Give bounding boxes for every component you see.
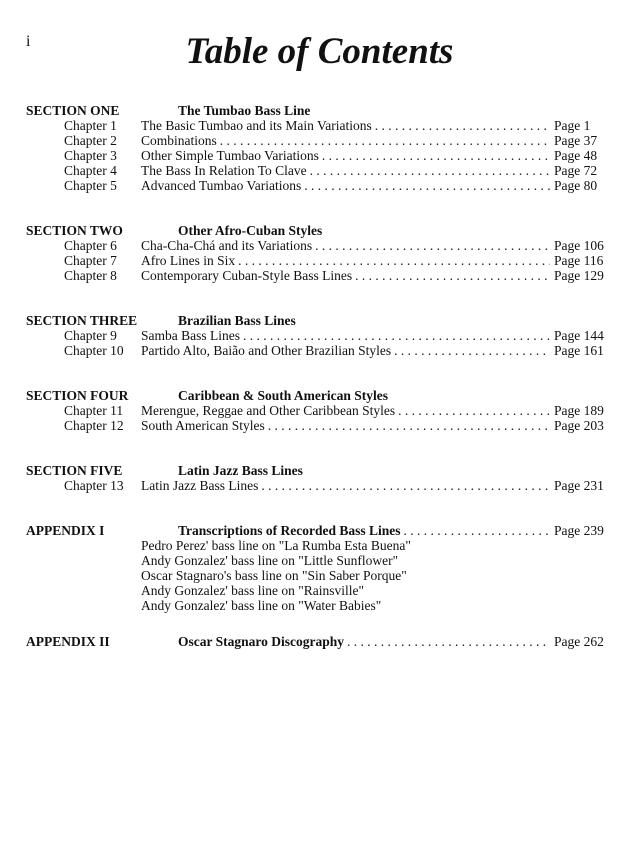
section-one bbox=[26, 103, 602, 193]
chapter-row[interactable] bbox=[26, 403, 602, 418]
chapter-title: Merengue, Reggae and Other Caribbean Styles bbox=[141, 403, 396, 418]
dot-leader bbox=[217, 133, 550, 148]
page-title: Table of Contents bbox=[185, 31, 454, 72]
chapter-page: Page 106 bbox=[554, 238, 604, 253]
section-header-row bbox=[26, 463, 602, 478]
chapter-row[interactable] bbox=[26, 118, 602, 133]
section-five bbox=[26, 463, 602, 493]
dot-leader bbox=[344, 634, 550, 649]
chapter-label: Chapter 13 bbox=[64, 478, 124, 493]
appendix-heading: Transcriptions of Recorded Bass Lines bbox=[178, 523, 401, 538]
chapter-row[interactable] bbox=[26, 148, 602, 163]
page-number: i bbox=[26, 33, 31, 50]
chapter-page: Page 203 bbox=[554, 418, 604, 433]
dot-leader bbox=[258, 478, 550, 493]
chapter-page: Page 1 bbox=[554, 118, 591, 133]
section-four bbox=[26, 388, 602, 433]
section-heading: Caribbean & South American Styles bbox=[178, 388, 389, 403]
section-heading: Brazilian Bass Lines bbox=[178, 313, 296, 328]
chapter-row[interactable] bbox=[26, 253, 602, 268]
transcription-item: Oscar Stagnaro's bass line on "Sin Saber Porque" bbox=[141, 568, 407, 583]
chapter-title: Samba Bass Lines bbox=[141, 328, 240, 343]
chapter-row[interactable] bbox=[26, 268, 602, 283]
chapter-label: Chapter 11 bbox=[64, 403, 124, 418]
section-header-row bbox=[26, 388, 602, 403]
chapter-label: Chapter 2 bbox=[64, 133, 117, 148]
chapter-title: Cha-Cha-Chá and its Variations bbox=[141, 238, 313, 253]
section-label: SECTION TWO bbox=[26, 223, 123, 238]
chapter-title: Latin Jazz Bass Lines bbox=[141, 478, 259, 493]
chapter-page: Page 231 bbox=[554, 478, 604, 493]
appendix-label: APPENDIX II bbox=[26, 634, 110, 649]
chapter-title: Afro Lines in Six bbox=[141, 253, 236, 268]
section-heading: The Tumbao Bass Line bbox=[178, 103, 311, 118]
chapter-row[interactable] bbox=[26, 418, 602, 433]
chapter-page: Page 161 bbox=[554, 343, 604, 358]
section-label: SECTION FOUR bbox=[26, 388, 129, 403]
section-header-row bbox=[26, 223, 602, 238]
chapter-row[interactable] bbox=[26, 238, 602, 253]
chapter-label: Chapter 5 bbox=[64, 178, 117, 193]
chapter-row[interactable] bbox=[26, 478, 602, 493]
transcription-item: Pedro Perez' bass line on "La Rumba Esta Buena" bbox=[141, 538, 411, 553]
dot-leader bbox=[352, 268, 550, 283]
appendix-header-row[interactable] bbox=[26, 523, 602, 538]
dot-leader bbox=[240, 328, 550, 343]
section-heading: Other Afro-Cuban Styles bbox=[178, 223, 323, 238]
chapter-page: Page 189 bbox=[554, 403, 604, 418]
chapter-label: Chapter 6 bbox=[64, 238, 117, 253]
chapter-title: Contemporary Cuban-Style Bass Lines bbox=[141, 268, 353, 283]
dot-leader bbox=[312, 238, 550, 253]
appendix-page: Page 262 bbox=[554, 634, 604, 649]
chapter-title: Advanced Tumbao Variations bbox=[141, 178, 302, 193]
chapter-label: Chapter 8 bbox=[64, 268, 117, 283]
chapter-title: The Basic Tumbao and its Main Variations bbox=[141, 118, 372, 133]
appendix-heading: Oscar Stagnaro Discography bbox=[178, 634, 345, 649]
table-of-contents bbox=[26, 103, 602, 679]
dot-leader bbox=[372, 118, 550, 133]
chapter-title: Combinations bbox=[141, 133, 217, 148]
appendix-header-row[interactable] bbox=[26, 634, 602, 649]
chapter-title: South American Styles bbox=[141, 418, 265, 433]
appendix-label: APPENDIX I bbox=[26, 523, 105, 538]
chapter-row[interactable] bbox=[26, 178, 602, 193]
chapter-page: Page 129 bbox=[554, 268, 604, 283]
section-header-row bbox=[26, 313, 602, 328]
dot-leader bbox=[401, 523, 550, 538]
appendix-two bbox=[26, 634, 602, 649]
chapter-label: Chapter 9 bbox=[64, 328, 117, 343]
chapter-title: Partido Alto, Baião and Other Brazilian Styles bbox=[141, 343, 392, 358]
section-two bbox=[26, 223, 602, 283]
section-label: SECTION FIVE bbox=[26, 463, 123, 478]
chapter-page: Page 48 bbox=[554, 148, 598, 163]
transcription-item: Andy Gonzalez' bass line on "Little Sunflower" bbox=[141, 553, 399, 568]
chapter-page: Page 144 bbox=[554, 328, 604, 343]
section-label: SECTION THREE bbox=[26, 313, 138, 328]
chapter-label: Chapter 10 bbox=[64, 343, 124, 358]
dot-leader bbox=[319, 148, 550, 163]
appendix-one bbox=[26, 523, 602, 613]
chapter-title: Other Simple Tumbao Variations bbox=[141, 148, 319, 163]
appendix-page: Page 239 bbox=[554, 523, 604, 538]
chapter-row[interactable] bbox=[26, 163, 602, 178]
chapter-title: The Bass In Relation To Clave bbox=[141, 163, 307, 178]
section-heading: Latin Jazz Bass Lines bbox=[178, 463, 303, 478]
chapter-label: Chapter 1 bbox=[64, 118, 117, 133]
dot-leader bbox=[235, 253, 550, 268]
chapter-label: Chapter 3 bbox=[64, 148, 117, 163]
chapter-page: Page 80 bbox=[554, 178, 598, 193]
transcription-item: Andy Gonzalez' bass line on "Rainsville" bbox=[141, 583, 365, 598]
dot-leader bbox=[395, 403, 550, 418]
chapter-page: Page 72 bbox=[554, 163, 598, 178]
chapter-label: Chapter 12 bbox=[64, 418, 124, 433]
chapter-row[interactable] bbox=[26, 328, 602, 343]
dot-leader bbox=[307, 163, 550, 178]
chapter-page: Page 37 bbox=[554, 133, 598, 148]
chapter-row[interactable] bbox=[26, 133, 602, 148]
dot-leader bbox=[265, 418, 550, 433]
section-label: SECTION ONE bbox=[26, 103, 120, 118]
dot-leader bbox=[391, 343, 550, 358]
chapter-page: Page 116 bbox=[554, 253, 604, 268]
section-header-row bbox=[26, 103, 602, 118]
chapter-label: Chapter 4 bbox=[64, 163, 117, 178]
dot-leader bbox=[301, 178, 550, 193]
section-three bbox=[26, 313, 602, 358]
chapter-row[interactable] bbox=[26, 343, 602, 358]
chapter-label: Chapter 7 bbox=[64, 253, 117, 268]
transcription-item: Andy Gonzalez' bass line on "Water Babies" bbox=[141, 598, 382, 613]
